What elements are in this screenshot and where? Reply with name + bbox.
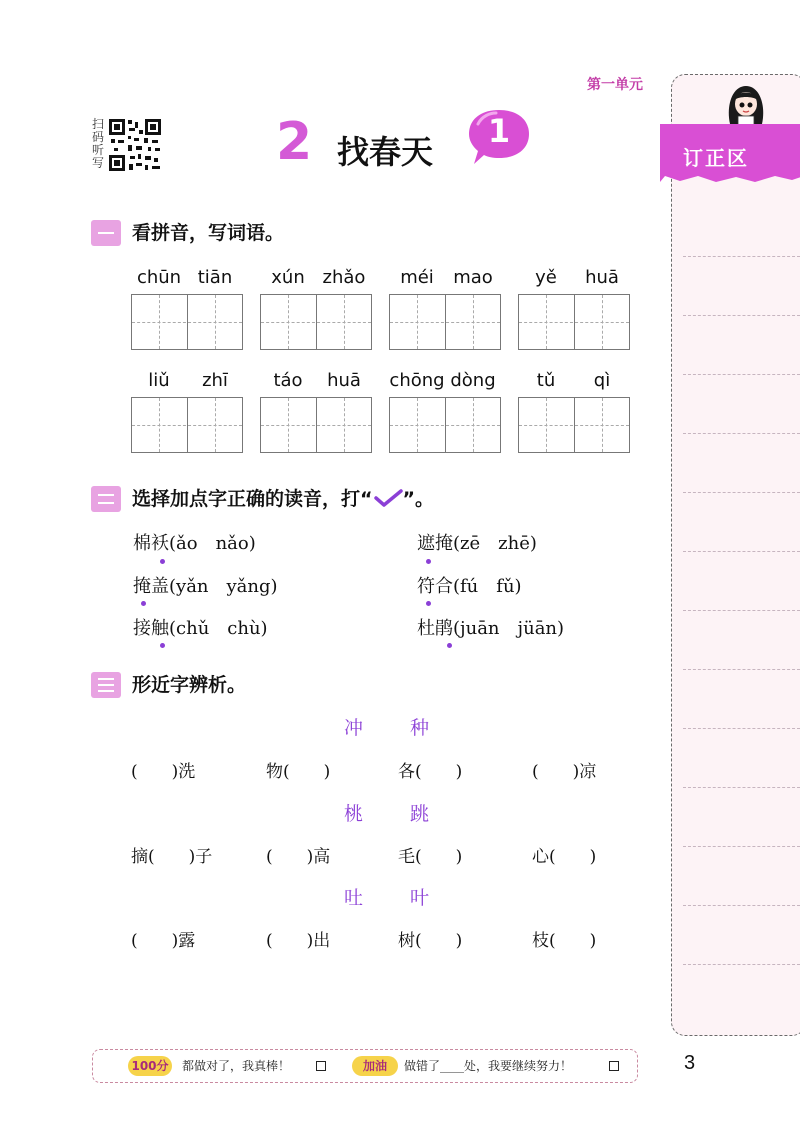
emphasis-dot	[160, 643, 165, 648]
lesson-number: 2	[276, 112, 313, 172]
ruled-line	[683, 492, 800, 493]
section-marker-3	[91, 672, 121, 698]
ruled-line	[683, 551, 800, 552]
emphasis-dot	[160, 559, 165, 564]
pinyin-label: dòng	[450, 370, 496, 391]
pinyin-label: chōng	[389, 370, 445, 391]
emphasis-dot	[426, 601, 431, 606]
pinyin-label: táo	[273, 370, 303, 391]
correction-area[interactable]	[671, 74, 800, 1036]
qr-code-icon[interactable]	[108, 118, 162, 172]
pinyin-label: xún	[271, 267, 305, 288]
pinyin-label: mao	[453, 267, 493, 288]
fill-blank[interactable]: ( )露	[131, 931, 196, 951]
score-badge: 100分	[128, 1056, 172, 1076]
lesson-badge	[466, 106, 532, 168]
ruled-line	[683, 728, 800, 729]
emphasis-dot	[141, 601, 146, 606]
pinyin-label: tǔ	[536, 370, 556, 391]
correction-title: 订正区	[683, 146, 749, 170]
fill-blank[interactable]: ( )凉	[532, 762, 597, 782]
ruled-line	[683, 374, 800, 375]
choice-item: 遮掩(zē zhē)	[417, 533, 537, 554]
writing-grid[interactable]	[518, 294, 630, 350]
char-pair: 冲	[344, 717, 364, 739]
fill-blank[interactable]: ( )出	[266, 931, 331, 951]
ruled-line	[683, 433, 800, 434]
char-pair: 叶	[410, 887, 430, 909]
fill-blank[interactable]: 心( )	[532, 847, 597, 867]
section-title-2	[132, 486, 434, 512]
all-correct-text: 都做对了，我真棒！	[182, 1059, 291, 1073]
section-title-2-pre: 选择加点字正确的读音，打“	[132, 488, 373, 510]
char-pair: 桃	[344, 803, 364, 825]
pinyin-label: huā	[327, 370, 361, 391]
pinyin-label: tiān	[197, 267, 233, 288]
ruled-line	[683, 787, 800, 788]
choice-item: 接触(chǔ chù)	[133, 618, 268, 639]
ruled-line	[683, 610, 800, 611]
char-pair: 跳	[410, 803, 430, 825]
pinyin-label: zhǎo	[322, 267, 366, 288]
ruled-line	[683, 256, 800, 257]
choice-item: 掩盖(yǎn yǎng)	[133, 576, 278, 597]
char-pair: 种	[410, 717, 430, 739]
choice-item: 符合(fú fǔ)	[417, 576, 522, 597]
unit-label: 第一单元	[587, 77, 643, 93]
char-pair: 吐	[344, 887, 364, 909]
ruled-line	[683, 964, 800, 965]
choice-item: 杜鹃(juān jüān)	[417, 618, 565, 639]
all-correct-checkbox[interactable]	[316, 1061, 326, 1071]
pinyin-label: méi	[400, 267, 434, 288]
fill-blank[interactable]: 树( )	[398, 931, 463, 951]
fill-blank[interactable]: ( )洗	[131, 762, 196, 782]
writing-grid[interactable]	[389, 397, 501, 453]
writing-grid[interactable]	[518, 397, 630, 453]
section-title-1: 看拼音，写词语。	[132, 222, 285, 244]
writing-grid[interactable]	[131, 294, 243, 350]
section-title-3: 形近字辨析。	[132, 674, 247, 696]
lesson-badge-number: 1	[487, 112, 511, 150]
writing-grid[interactable]	[389, 294, 501, 350]
ruled-line	[683, 315, 800, 316]
ruled-line	[683, 669, 800, 670]
writing-grid[interactable]	[131, 397, 243, 453]
qr-caption: 扫 码 听 写	[92, 117, 105, 170]
fill-blank[interactable]: 枝( )	[532, 931, 597, 951]
writing-grid[interactable]	[260, 294, 372, 350]
choice-item: 棉袄(ǎo nǎo)	[133, 533, 256, 554]
mistakes-checkbox[interactable]	[609, 1061, 619, 1071]
mistakes-text: 做错了____处，我要继续努力！	[404, 1059, 573, 1073]
fill-blank[interactable]: ( )高	[266, 847, 331, 867]
section-marker-1	[91, 220, 121, 246]
girl-avatar-icon	[722, 80, 770, 128]
lesson-title: 找春天	[337, 133, 434, 171]
fill-blank[interactable]: 摘( )子	[131, 847, 213, 867]
writing-grid[interactable]	[260, 397, 372, 453]
cheer-badge: 加油	[352, 1056, 398, 1076]
pinyin-label: zhī	[202, 370, 228, 391]
fill-blank[interactable]: 各( )	[398, 762, 463, 782]
pinyin-label: chūn	[136, 267, 182, 288]
ruled-line	[683, 905, 800, 906]
emphasis-dot	[426, 559, 431, 564]
emphasis-dot	[447, 643, 452, 648]
section-marker-2	[91, 486, 121, 512]
ruled-line	[683, 846, 800, 847]
pinyin-label: liǔ	[148, 370, 170, 391]
pinyin-label: yě	[535, 267, 557, 288]
fill-blank[interactable]: 物( )	[266, 762, 331, 782]
fill-blank[interactable]: 毛( )	[398, 847, 463, 867]
pinyin-label: huā	[585, 267, 619, 288]
page-number: 3	[684, 1052, 696, 1074]
section-title-2-post: ”。	[402, 488, 434, 510]
pinyin-label: qì	[593, 370, 611, 391]
checkmark-icon	[373, 488, 403, 508]
